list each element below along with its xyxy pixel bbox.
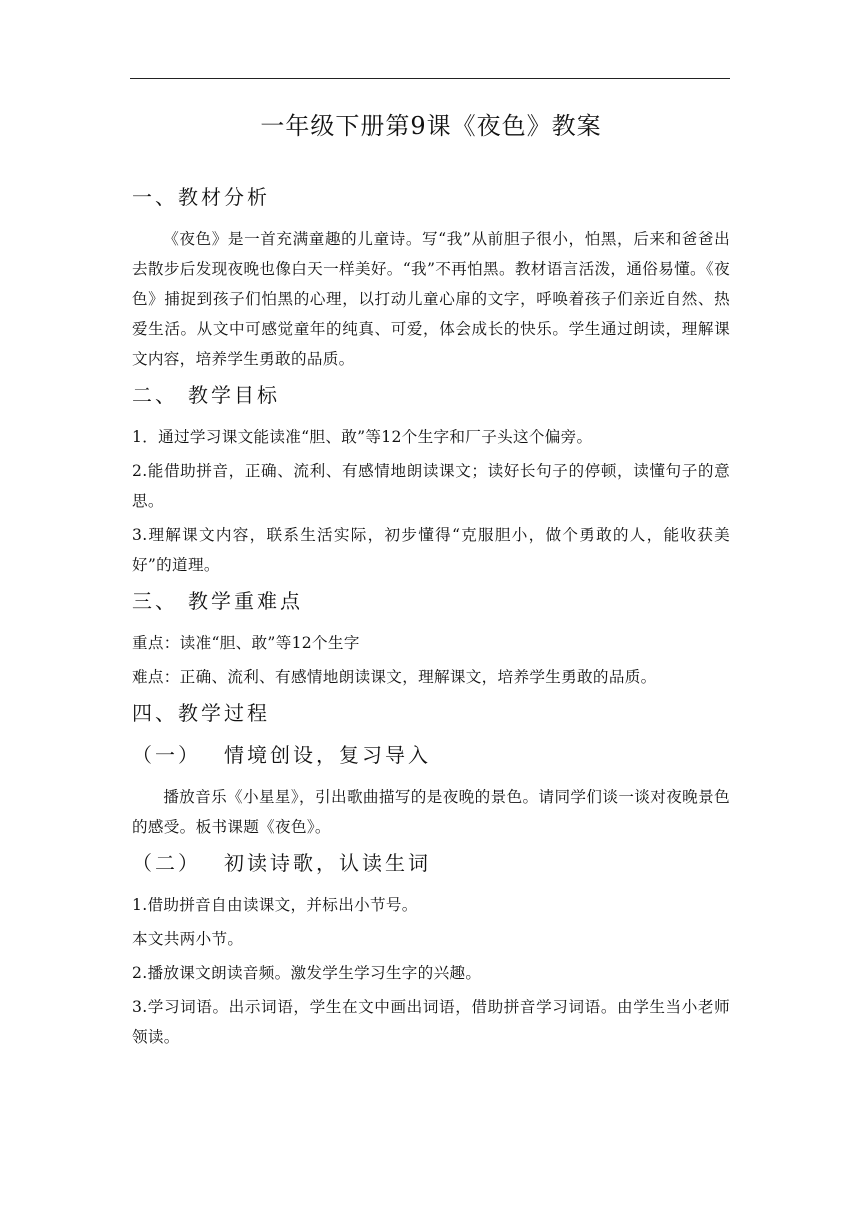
section-heading <box>132 586 730 616</box>
section-heading <box>132 698 730 728</box>
subsection-title: 情境创设，复习导入 <box>224 743 431 767</box>
subsection-heading <box>132 740 730 770</box>
section-title: 教学目标 <box>188 383 280 407</box>
header-rule <box>130 78 730 79</box>
section-title: 教学重难点 <box>188 589 303 613</box>
document-title: 一年级下册第9课《夜色》教案 <box>260 112 602 140</box>
section-number: 一、 <box>132 185 178 209</box>
list-item: 重点：读准“胆、敢”等12个生字 <box>132 634 360 652</box>
list-item: 3.学习词语。出示词语，学生在文中画出词语，借助拼音学习词语。由学生当小老师领读。 <box>132 998 730 1046</box>
list-item: 1．通过学习课文能读准“胆、敢”等12个生字和厂子头这个偏旁。 <box>132 428 593 446</box>
list-item: 本文共两小节。 <box>132 930 244 948</box>
subsection-heading <box>132 848 730 878</box>
subsection-number: （二） <box>132 851 201 875</box>
section-number: 三、 <box>132 589 178 613</box>
list-item: 难点：正确、流利、有感情地朗读课文，理解课文，培养学生勇敢的品质。 <box>132 668 657 686</box>
section-title: 教材分析 <box>178 185 270 209</box>
section-number: 四、 <box>132 701 178 725</box>
section-teaching-goals <box>132 380 730 580</box>
section-heading <box>132 182 730 212</box>
section-heading <box>132 380 730 410</box>
list-item: 1.借助拼音自由读课文，并标出小节号。 <box>132 896 418 914</box>
list-item: 3.理解课文内容，联系生活实际，初步懂得“克服胆小，做个勇敢的人，能收获美好”的道理。 <box>132 526 730 574</box>
section-textbook-analysis <box>132 182 730 374</box>
section-title: 教学过程 <box>178 701 270 725</box>
subsection-number: （一） <box>132 743 201 767</box>
subsection-first-reading <box>132 848 730 1052</box>
subsection-title: 初读诗歌，认读生词 <box>224 851 431 875</box>
paragraph: 播放音乐《小星星》，引出歌曲描写的是夜晚的景色。请同学们谈一谈对夜晚景色的感受。板书课题《夜色》。 <box>132 788 730 836</box>
document-body <box>132 108 730 1058</box>
section-key-points <box>132 586 730 692</box>
list-item: 2.能借助拼音，正确、流利、有感情地朗读课文；读好长句子的停顿，读懂句子的意思。 <box>132 462 730 510</box>
subsection-scene-review <box>132 740 730 842</box>
section-number: 二、 <box>132 383 178 407</box>
list-item: 2.播放课文朗读音频。激发学生学习生字的兴趣。 <box>132 964 482 982</box>
paragraph: 《夜色》是一首充满童趣的儿童诗。写“我”从前胆子很小，怕黑，后来和爸爸出去散步后发现夜晚也像白天一样美好。“我”不再怕黑。教材语言活泼，通俗易懂。《夜色》捕捉到孩子们怕黑的心理，以打动儿童心扉的文字，呼唤着孩子们亲近自然、热爱生活。从文中可感觉童年的纯真、可爱，体会成长的快乐。学生通过朗读，理解课文内容，培养学生勇敢的品质。 <box>132 230 730 368</box>
section-teaching-process <box>132 698 730 1052</box>
